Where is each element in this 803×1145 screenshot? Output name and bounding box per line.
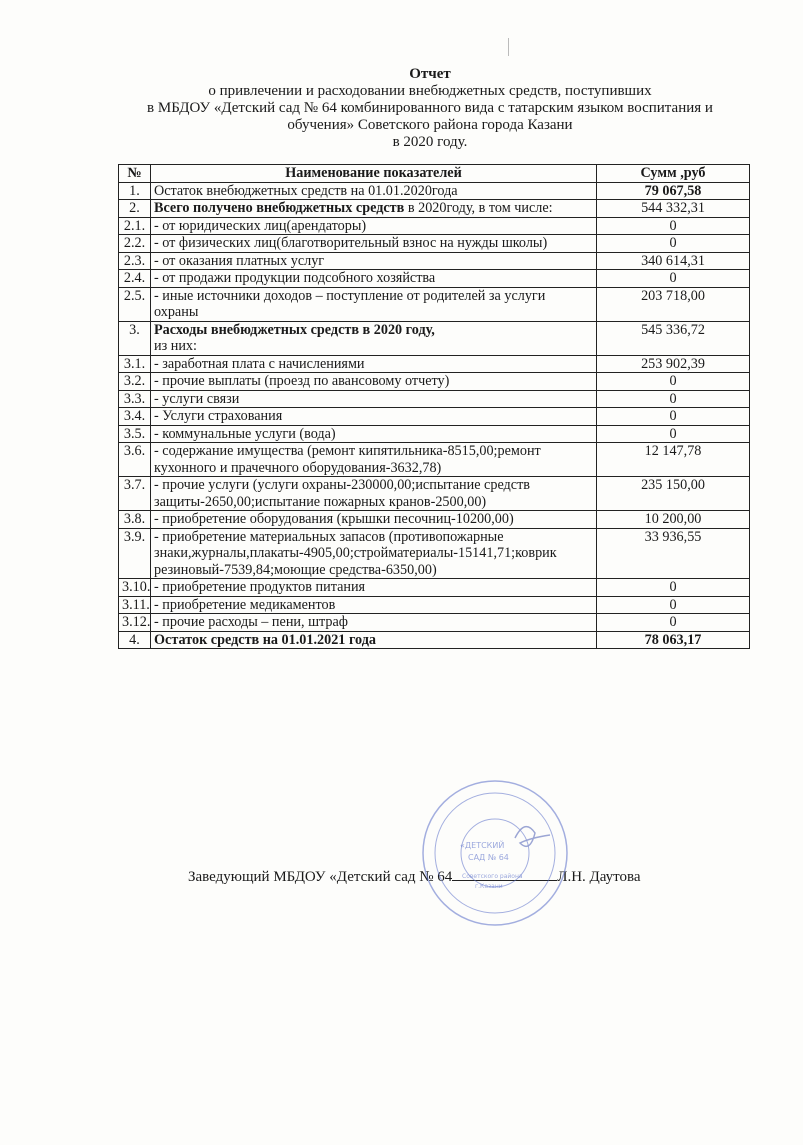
row-label-text: - заработная плата с начислениями	[154, 355, 365, 372]
row-sum: 340 614,31	[597, 252, 750, 270]
row-label	[151, 528, 597, 579]
row-label-text: - коммунальные услуги (вода)	[154, 425, 336, 442]
table-row	[119, 408, 750, 426]
svg-text:САД № 64: САД № 64	[468, 853, 509, 862]
row-number: 3.11.	[119, 596, 151, 614]
row-label-text: - иные источники доходов – поступление от родителей за услуги охраны	[154, 287, 546, 320]
row-label	[151, 579, 597, 597]
row-label	[151, 200, 597, 218]
row-label-text: Остаток внебюджетных средств на 01.01.2020года	[154, 182, 458, 199]
table-row	[119, 321, 750, 355]
row-label-text: - услуги связи	[154, 390, 240, 407]
subtitle-line: обучения» Советского района города Казани	[287, 117, 573, 133]
row-sum: 0	[597, 425, 750, 443]
table-row	[119, 287, 750, 321]
row-label-bold: Расходы внебюджетных средств в 2020 году,	[154, 321, 435, 338]
row-label	[151, 631, 597, 649]
table-row	[119, 235, 750, 253]
row-label	[151, 511, 597, 529]
table-row	[119, 252, 750, 270]
row-label	[151, 182, 597, 200]
row-sum: 0	[597, 373, 750, 391]
official-stamp	[420, 778, 570, 928]
row-label-text: - приобретение продуктов питания	[154, 579, 366, 595]
row-label	[151, 477, 597, 511]
row-label	[151, 373, 597, 391]
row-label-text: - содержание имущества (ремонт кипятильника-8515,00;ремонт кухонного и прачечного оборудования-3632,78)	[154, 443, 541, 476]
row-label-text: - Услуги страхования	[154, 408, 283, 424]
row-label-bold: Остаток средств на 01.01.2021 года	[154, 631, 376, 648]
svg-text:«ДЕТСКИЙ: «ДЕТСКИЙ	[460, 841, 505, 850]
signature-block	[188, 868, 641, 886]
row-label	[151, 252, 597, 270]
row-sum: 10 200,00	[597, 511, 750, 529]
row-label-text: - приобретение медикаментов	[154, 596, 336, 613]
row-label	[151, 217, 597, 235]
row-number: 3.3.	[119, 390, 151, 408]
row-sum: 253 902,39	[597, 355, 750, 373]
row-sum: 235 150,00	[597, 477, 750, 511]
row-number: 3.12.	[119, 614, 151, 632]
row-label-bold: Всего получено внебюджетных средств	[154, 200, 405, 216]
svg-text:Советского района: Советского района	[462, 873, 523, 880]
row-label	[151, 321, 597, 355]
row-sum: 0	[597, 270, 750, 288]
row-sum: 0	[597, 217, 750, 235]
table-row	[119, 425, 750, 443]
table-row	[119, 200, 750, 218]
row-sum: 79 067,58	[597, 182, 750, 200]
row-sum: 0	[597, 579, 750, 597]
table-row	[119, 182, 750, 200]
row-label	[151, 270, 597, 288]
row-label-text: - приобретение материальных запасов (противопожарные знаки,журналы,плакаты-4905,00;стройматериалы-15141,71;коврик резиновый-7539,84;моющие средства-6350,00)	[154, 528, 557, 578]
subtitle-line: в МБДОУ «Детский сад № 64 комбинированного вида с татарским языком воспитания и	[147, 100, 713, 116]
row-sum: 0	[597, 596, 750, 614]
subtitle-line: в 2020 году.	[392, 134, 468, 150]
row-label-text: - прочие услуги (услуги охраны-230000,00;испытание средств защиты-2650,00;испытание пожарных кранов-2500,00)	[154, 477, 530, 510]
row-label	[151, 408, 597, 426]
column-header-number: №	[119, 165, 151, 183]
row-number: 2.4.	[119, 270, 151, 288]
row-label-text: - прочие расходы – пени, штраф	[154, 614, 348, 630]
row-label-text: - от оказания платных услуг	[154, 252, 325, 269]
row-label-text: из них:	[154, 338, 197, 354]
row-number: 3.4.	[119, 408, 151, 426]
row-number: 2.2.	[119, 235, 151, 253]
row-number: 3.1.	[119, 355, 151, 373]
row-label-text: - от продажи продукции подсобного хозяйства	[154, 270, 436, 286]
signature-name: Л.Н. Даутова	[557, 869, 641, 885]
row-number: 3.	[119, 321, 151, 355]
table-row	[119, 596, 750, 614]
table-row	[119, 390, 750, 408]
subtitle-line: о привлечении и расходовании внебюджетных средств, поступивших	[208, 83, 652, 99]
row-number: 3.5.	[119, 425, 151, 443]
row-label	[151, 425, 597, 443]
table-row	[119, 579, 750, 597]
row-sum: 0	[597, 390, 750, 408]
row-number: 1.	[119, 182, 151, 200]
document-subtitle	[100, 83, 760, 151]
table-row	[119, 373, 750, 391]
table-row	[119, 511, 750, 529]
row-number: 3.10.	[119, 579, 151, 597]
row-sum: 78 063,17	[597, 631, 750, 649]
table-row	[119, 477, 750, 511]
table-row	[119, 443, 750, 477]
row-label-text: - приобретение оборудования (крышки песочниц-10200,00)	[154, 511, 514, 527]
row-number: 2.1.	[119, 217, 151, 235]
row-label-text: в 2020году, в том числе:	[404, 200, 553, 216]
row-number: 3.6.	[119, 443, 151, 477]
row-number: 2.3.	[119, 252, 151, 270]
scan-mark	[508, 38, 515, 56]
row-sum: 203 718,00	[597, 287, 750, 321]
table-row	[119, 270, 750, 288]
row-sum: 12 147,78	[597, 443, 750, 477]
table-row	[119, 355, 750, 373]
signature-position: Заведующий МБДОУ «Детский сад № 64	[188, 869, 453, 885]
row-label	[151, 596, 597, 614]
row-label	[151, 614, 597, 632]
row-sum: 0	[597, 235, 750, 253]
row-sum: 0	[597, 408, 750, 426]
row-label	[151, 390, 597, 408]
row-sum: 33 936,55	[597, 528, 750, 579]
row-number: 3.7.	[119, 477, 151, 511]
row-label-text: - от юридических лиц(арендаторы)	[154, 217, 367, 234]
column-header-name: Наименование показателей	[151, 165, 597, 183]
row-label-text: - от физических лиц(благотворительный взнос на нужды школы)	[154, 235, 548, 251]
column-header-sum: Сумм ,руб	[597, 165, 750, 183]
row-number: 2.5.	[119, 287, 151, 321]
table-row	[119, 614, 750, 632]
row-label	[151, 235, 597, 253]
row-label-text: - прочие выплаты (проезд по авансовому отчету)	[154, 373, 450, 389]
table-row	[119, 528, 750, 579]
row-number: 3.9.	[119, 528, 151, 579]
document-title: Отчет	[409, 66, 451, 82]
row-number: 2.	[119, 200, 151, 218]
row-label	[151, 355, 597, 373]
row-sum: 544 332,31	[597, 200, 750, 218]
table-header-row	[119, 165, 750, 183]
row-sum: 0	[597, 614, 750, 632]
row-number: 3.8.	[119, 511, 151, 529]
row-label	[151, 287, 597, 321]
report-table	[118, 164, 750, 649]
table-row	[119, 217, 750, 235]
row-number: 3.2.	[119, 373, 151, 391]
table-row	[119, 631, 750, 649]
row-number: 4.	[119, 631, 151, 649]
row-sum: 545 336,72	[597, 321, 750, 355]
row-label	[151, 443, 597, 477]
svg-text:г.Казани: г.Казани	[475, 883, 503, 890]
